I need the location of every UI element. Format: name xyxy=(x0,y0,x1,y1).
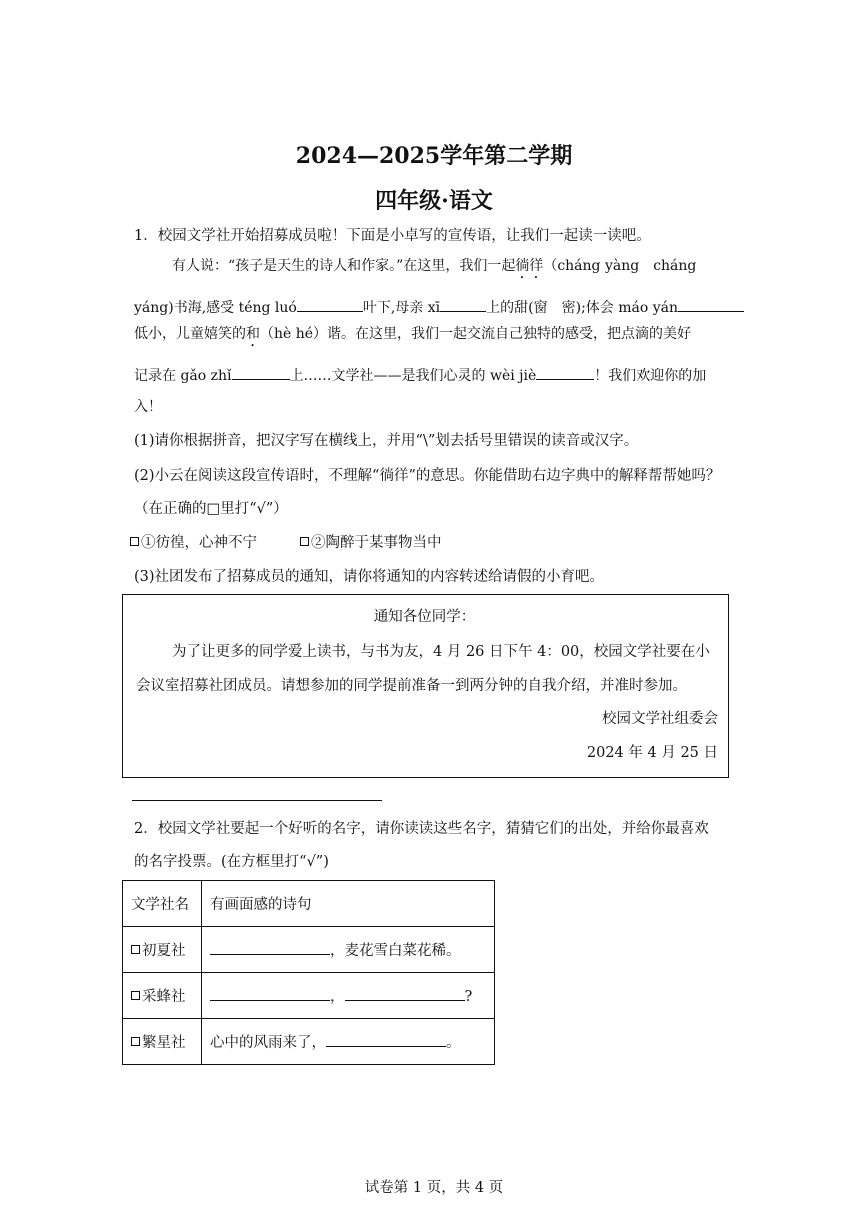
exam-subtitle: 四年级·语文 xyxy=(375,188,493,214)
checkbox[interactable] xyxy=(131,1037,140,1046)
answer-blank[interactable] xyxy=(232,367,290,380)
q1-passage-line-5: 入！ xyxy=(134,399,162,415)
page-footer: 试卷第 1 页，共 4 页 xyxy=(364,1180,504,1196)
answer-line[interactable] xyxy=(132,800,382,801)
checkbox[interactable] xyxy=(131,991,140,1000)
checkbox[interactable] xyxy=(130,537,139,546)
exam-title: 2024—2025学年第二学期 xyxy=(295,143,573,169)
checkbox[interactable] xyxy=(131,945,140,954)
q1-sub1: (1)请你根据拼音，把汉字写在横线上，并用“\”划去括号里错误的读音或汉字。 xyxy=(134,433,639,449)
q1-sub3: (3)社团发布了招募成员的通知，请你将通知的内容转述给请假的小育吧。 xyxy=(134,569,605,585)
checkbox[interactable] xyxy=(300,537,309,546)
word-changyang: 徜徉 xyxy=(515,258,544,274)
answer-blank[interactable] xyxy=(210,988,330,1001)
q1-passage-line-2: yáng)书海,感受 téng luó 叶下,母亲 xī 上的甜(窗 密);体会 máo yán xyxy=(134,299,744,315)
club-name-table xyxy=(122,880,495,1065)
notice-heading: 通知各位同学： xyxy=(373,609,476,625)
q1-passage-line-3: 低小，儿童嬉笑的和（hè hé）谐。在这里，我们一起交流自己独特的感受，把点滴的美好 xyxy=(134,326,692,342)
notice-date: 2024 年 4 月 25 日 xyxy=(586,745,718,761)
notice-body-2: 会议室招募社团成员。请想参加的同学提前准备一到两分钟的自我介绍，并准时参加。 xyxy=(136,678,687,694)
q1-passage-line-4: 记录在 gǎo zhǐ 上……文学社——是我们心灵的 wèi jiè ！我们欢迎你的加 xyxy=(134,368,707,384)
club-name: 采蜂社 xyxy=(142,989,186,1005)
notice-body-1: 为了让更多的同学爱上读书，与书为友，4 月 26 日下午 4：00，校园文学社要在小 xyxy=(172,644,710,660)
answer-blank[interactable] xyxy=(210,942,330,955)
header-club-name: 文学社名 xyxy=(123,881,202,927)
club-name: 初夏社 xyxy=(142,943,186,959)
q1-sub2: (2)小云在阅读这段宣传语时，不理解“徜徉”的意思。你能借助右边字典中的解释帮帮她吗？ xyxy=(134,468,721,484)
header-poem-line: 有画面感的诗句 xyxy=(202,881,495,927)
answer-blank[interactable] xyxy=(345,988,465,1001)
option-1[interactable]: ①彷徨，心神不宁 xyxy=(130,536,257,551)
notice-sign: 校园文学社组委会 xyxy=(602,711,718,727)
answer-blank[interactable] xyxy=(440,299,486,312)
q2-intro: 2．校园文学社要起一个好听的名字，请你读读这些名字，猜猜它们的出处，并给你最喜欢 xyxy=(134,821,709,837)
answer-blank[interactable] xyxy=(297,299,363,312)
q1-sub2-note: （在正确的□里打“√”） xyxy=(134,501,288,517)
table-row: 初夏社 ，麦花雪白菜花稀。 xyxy=(123,927,495,973)
table-header-row xyxy=(123,881,495,927)
q2-intro-2: 的名字投票。(在方框里打“√”) xyxy=(134,854,329,870)
option-2[interactable]: ②陶醉于某事物当中 xyxy=(300,536,442,551)
word-he: 和 xyxy=(246,326,260,342)
club-name: 繁星社 xyxy=(142,1035,186,1051)
q1-intro: 1．校园文学社开始招募成员啦！下面是小卓写的宣传语，让我们一起读一读吧。 xyxy=(134,228,651,244)
table-row: 繁星社 心中的风雨来了， 。 xyxy=(123,1019,495,1065)
answer-blank[interactable] xyxy=(326,1034,446,1047)
answer-blank[interactable] xyxy=(536,367,594,380)
table-row: 采蜂社 ， ? xyxy=(123,973,495,1019)
q1-passage-line-1: 有人说：“孩子是天生的诗人和作家。”在这里，我们一起徜徉（cháng yàng cháng xyxy=(172,258,697,274)
answer-blank[interactable] xyxy=(678,299,744,312)
